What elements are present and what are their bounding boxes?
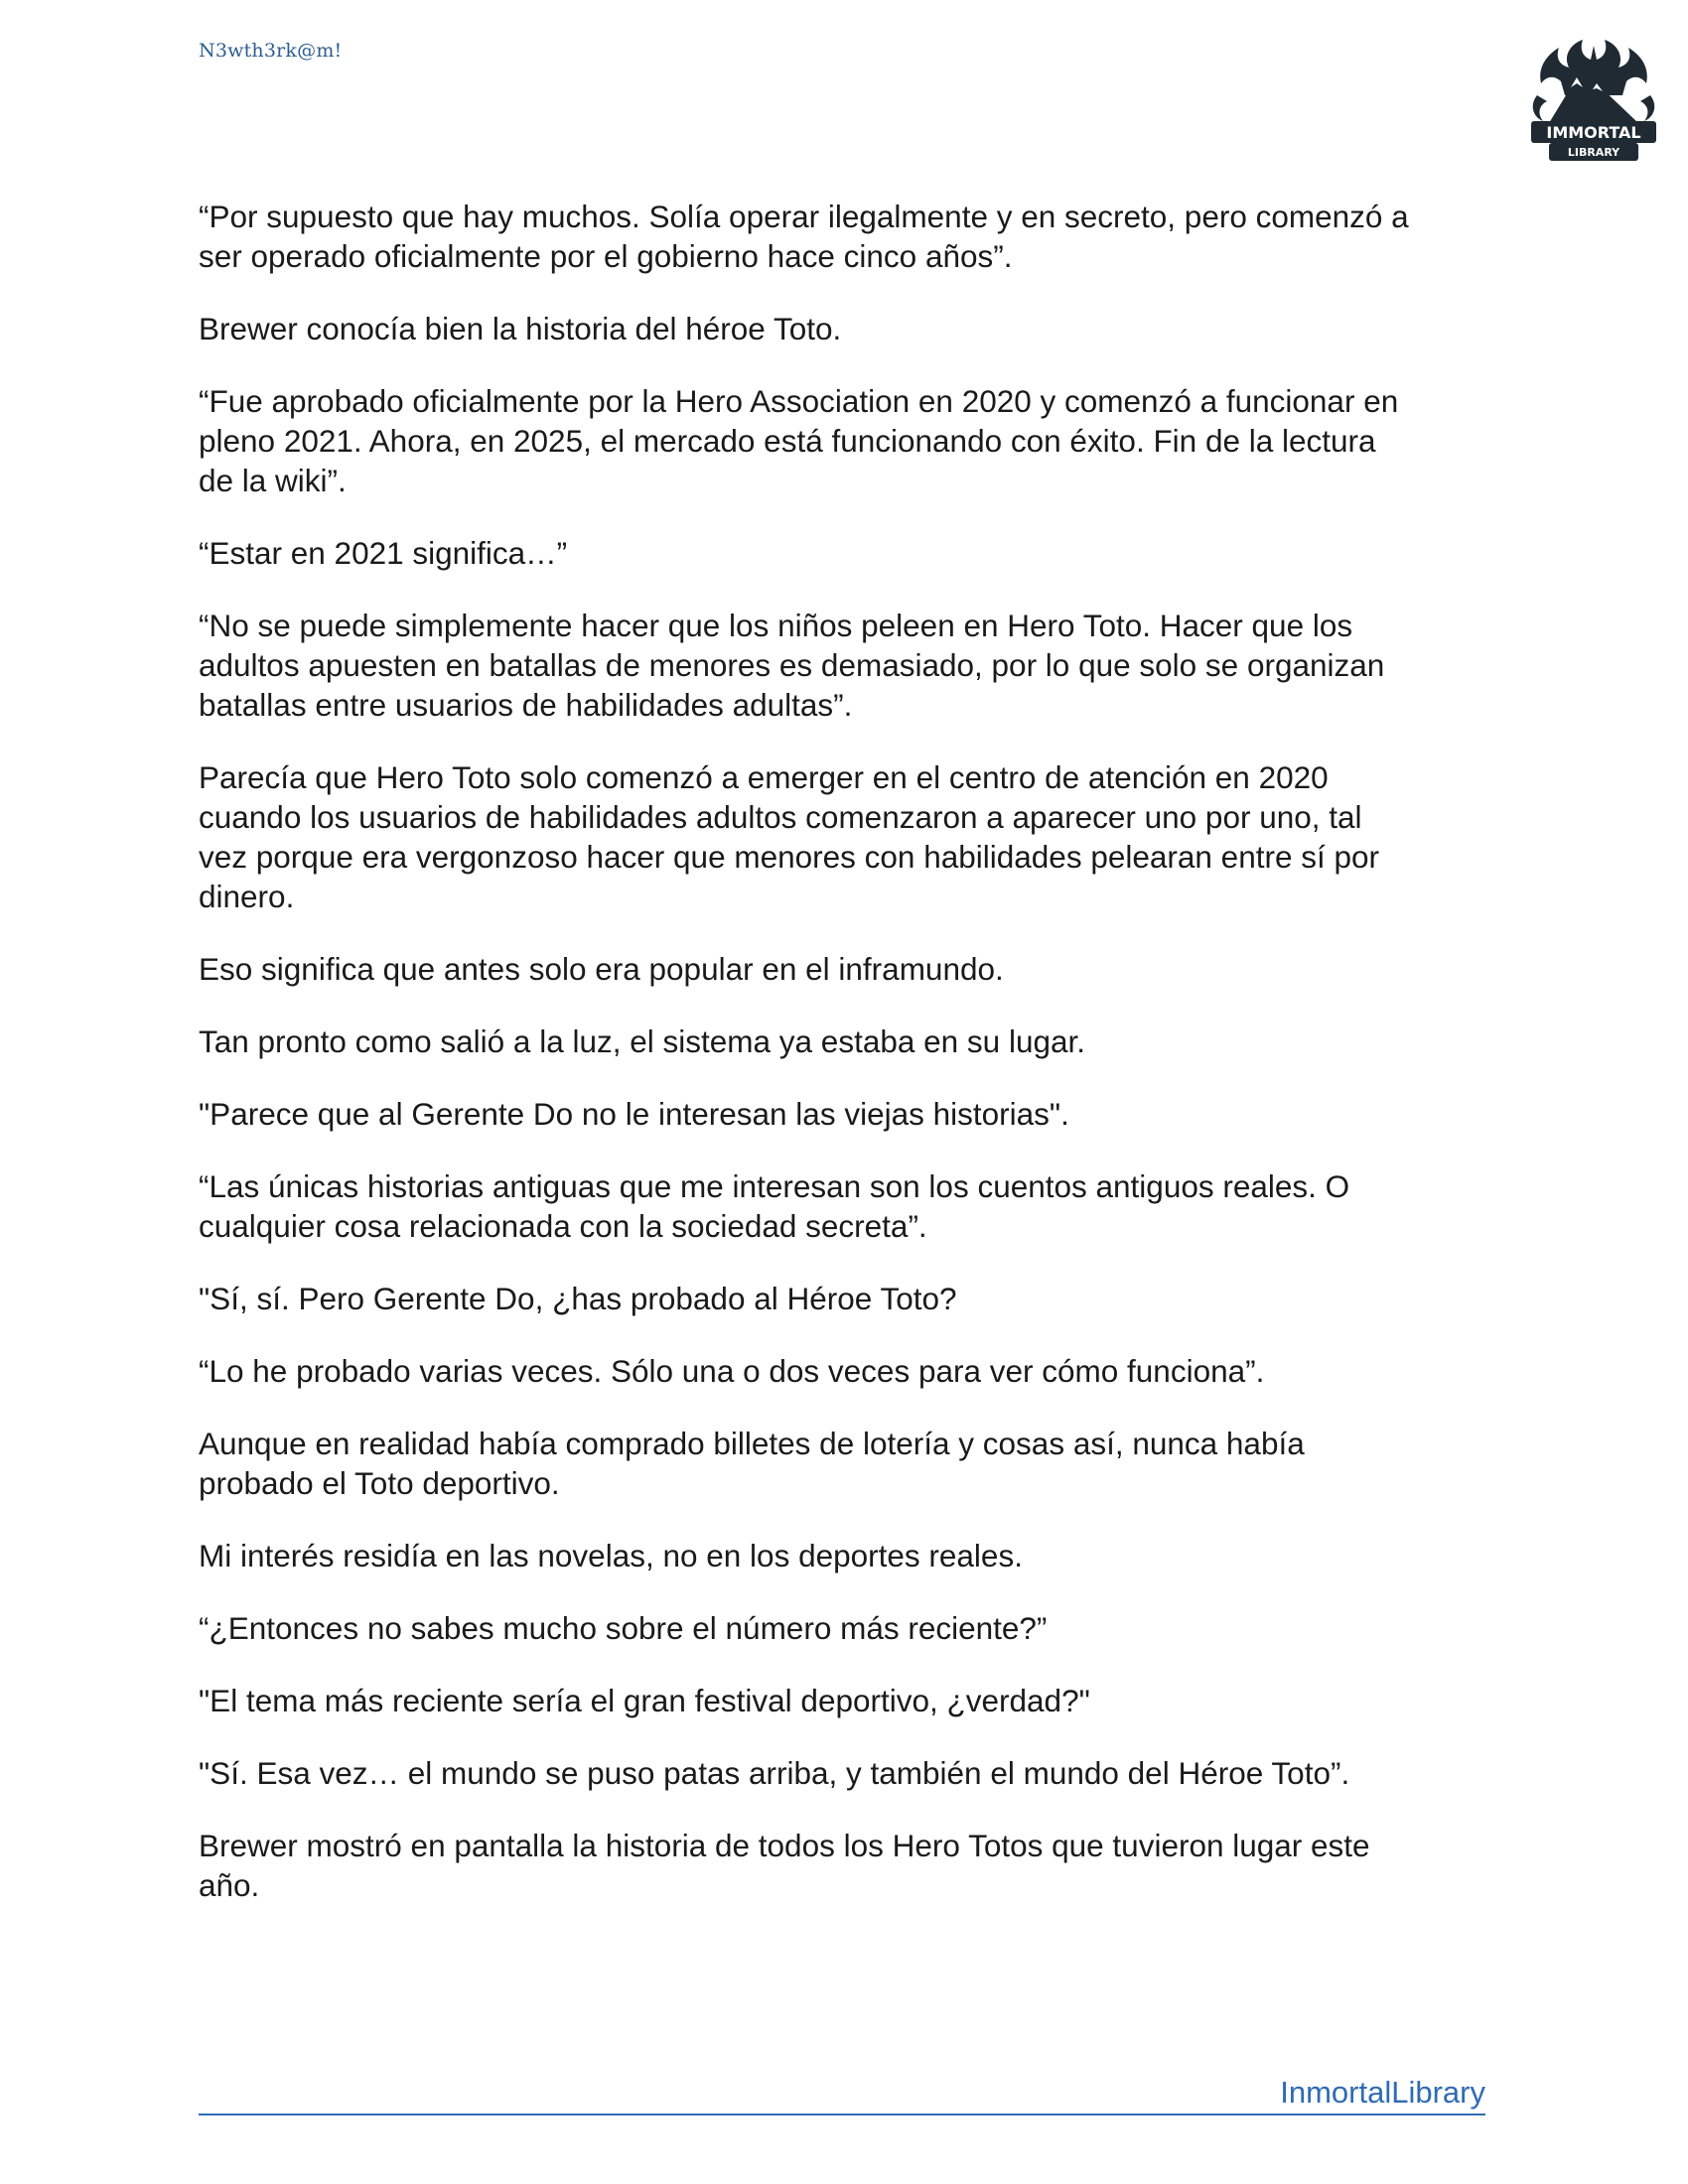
paragraph: "Sí, sí. Pero Gerente Do, ¿has probado al Héroe Toto? — [199, 1281, 957, 1316]
paragraph: "El tema más reciente sería el gran festival deportivo, ¿verdad?" — [199, 1683, 1090, 1718]
paragraph: "Parece que al Gerente Do no le interesan las viejas historias". — [199, 1096, 1069, 1132]
paragraph: "Sí. Esa vez… el mundo se puso patas arriba, y también el mundo del Héroe Toto”. — [199, 1755, 1350, 1791]
document-body — [199, 197, 1489, 1938]
paragraph: Mi interés residía en las novelas, no en los deportes reales. — [199, 1538, 1023, 1573]
paragraph: “Estar en 2021 significa…” — [199, 535, 568, 571]
footer-divider — [199, 2114, 1485, 2116]
paragraph: “Lo he probado varias veces. Sólo una o dos veces para ver cómo funciona”. — [199, 1353, 1265, 1389]
paragraph: Brewer conocía bien la historia del héroe Toto. — [199, 311, 842, 346]
watermark-text: N3wth3rk@m! — [199, 40, 343, 62]
paragraph: “Fue aprobado oficialmente por la Hero Association en 2020 y comenzó a funcionar en pleno 2021. Ahora, en 2025, el mercado está funcionando con éxito. Fin de la lectura de la wiki”. — [199, 383, 1399, 498]
immortal-library-logo — [1519, 26, 1668, 175]
paragraph: Parecía que Hero Toto solo comenzó a emerger en el centro de atención en 2020 cuando los usuarios de habilidades adultos comenzaron a aparecer uno por uno, tal vez porque era vergonzoso hacer que menores con habilidades pelearan entre sí por dinero. — [199, 759, 1380, 914]
paragraph: “Por supuesto que hay muchos. Solía operar ilegalmente y en secreto, pero comenzó a ser operado oficialmente por el gobierno hace cinco años”. — [199, 199, 1409, 274]
logo-emblem-icon — [1519, 26, 1668, 175]
logo-subtitle-text: LIBRARY — [1567, 146, 1620, 159]
paragraph: Eso significa que antes solo era popular en el inframundo. — [199, 951, 1004, 987]
paragraph: Tan pronto como salió a la luz, el sistema ya estaba en su lugar. — [199, 1024, 1085, 1059]
paragraph: Aunque en realidad había comprado billetes de lotería y cosas así, nunca había probado el Toto deportivo. — [199, 1426, 1305, 1501]
paragraph: “¿Entonces no sabes mucho sobre el número más reciente?” — [199, 1610, 1048, 1646]
paragraph: “Las únicas historias antiguas que me interesan son los cuentos antiguos reales. O cualquier cosa relacionada con la sociedad secreta”. — [199, 1168, 1350, 1244]
paragraph: “No se puede simplemente hacer que los niños peleen en Hero Toto. Hacer que los adultos apuesten en batallas de menores es demasiado, por lo que solo se organizan batallas entre usuarios de habilidades adultas”. — [199, 608, 1385, 723]
footer-library-link[interactable]: InmortalLibrary — [1280, 2075, 1485, 2110]
paragraph: Brewer mostró en pantalla la historia de todos los Hero Totos que tuvieron lugar este año. — [199, 1828, 1370, 1903]
logo-title-text: IMMORTAL — [1546, 123, 1641, 142]
